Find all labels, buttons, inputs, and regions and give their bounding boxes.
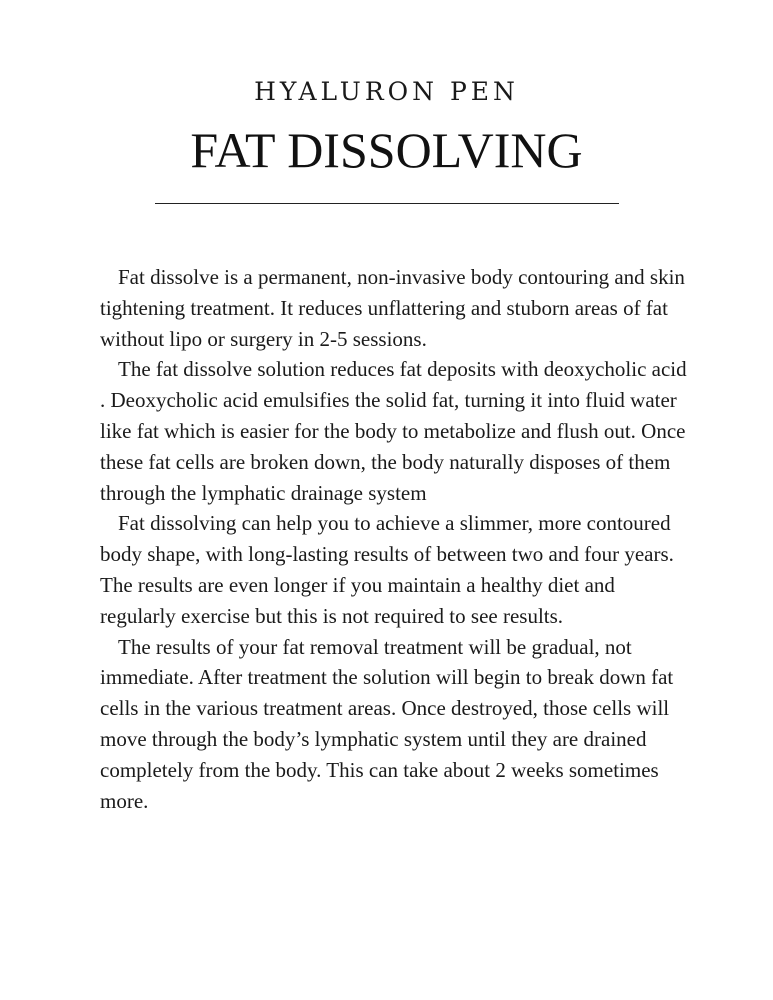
paragraph: Fat dissolving can help you to achieve a slimmer, more contoured body shape, with long-lasting results of between two and four years. The results are even longer if you maintain a healthy diet and regularly exercise but this is not required to see results. (100, 511, 674, 628)
title-divider (155, 203, 619, 204)
paragraph: The results of your fat removal treatment will be gradual, not immediate. After treatment the solution will begin to break down fat cells in the various treatment areas. Once destroyed, those cells will move through the body’s lymphatic system until they are drained completely from the body. This can take about 2 weeks sometimes more. (100, 634, 674, 813)
page-kicker: HYALURON PEN (254, 77, 519, 106)
page-title: FAT DISSOLVING (190, 122, 583, 178)
body-text (100, 262, 690, 816)
paragraph: Fat dissolve is a permanent, non-invasive body contouring and skin tightening treatment. It reduces unflattering and stuborn areas of fat without lipo or surgery in 2-5 sessions. (100, 265, 685, 351)
paragraph: The fat dissolve solution reduces fat deposits with deoxycholic acid . Deoxycholic acid emulsifies the solid fat, turning it into fluid water like fat which is easier for the body to metabolize and flush out. Once these fat cells are broken down, the body naturally disposes of them through the lymphatic drainage system (100, 357, 687, 505)
